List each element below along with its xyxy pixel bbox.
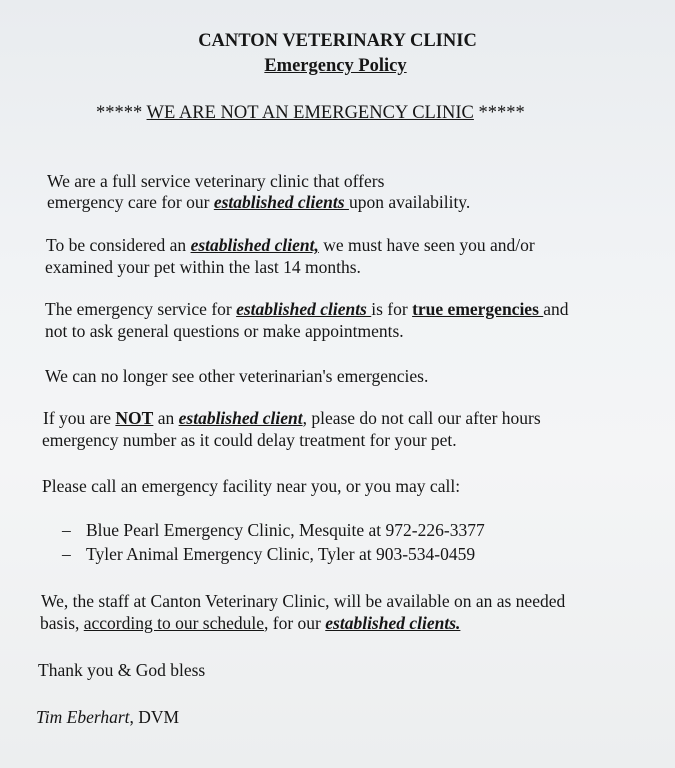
policy-title bbox=[0, 55, 673, 77]
p1-established-clients: established clients bbox=[213, 192, 349, 212]
p3-text-b: is for bbox=[371, 299, 413, 319]
p5-established-client: established client bbox=[178, 408, 303, 428]
notice-stars-right: ***** bbox=[478, 103, 525, 123]
p2-text-b: we must have seen you and/or bbox=[318, 235, 535, 255]
p2-text-a: To be considered an bbox=[46, 235, 191, 255]
p5-text-a: If you are bbox=[43, 408, 116, 428]
signature-name: Tim Eberhart bbox=[36, 707, 130, 727]
signature-line bbox=[36, 706, 179, 728]
policy-title-text: Emergency Policy bbox=[264, 56, 407, 76]
p3-line2: not to ask general questions or make appointments. bbox=[45, 321, 404, 341]
p2-established-client: established client, bbox=[190, 235, 319, 255]
clinic-name: CANTON VETERINARY CLINIC bbox=[198, 31, 477, 51]
p1-line1: We are a full service veterinary clinic that offers bbox=[47, 171, 385, 191]
p2-line2: examined your pet within the last 14 months. bbox=[45, 257, 361, 277]
notice-banner bbox=[96, 102, 525, 124]
closing-line: Thank you & God bless bbox=[38, 660, 206, 680]
p5-text-b: an bbox=[153, 408, 179, 428]
clinic-list-item bbox=[62, 519, 485, 541]
p5-text-c: , please do not call our after hours bbox=[302, 408, 541, 428]
p7-schedule: according to our schedule bbox=[83, 613, 265, 633]
p3-true-emergencies: true emergencies bbox=[412, 299, 544, 319]
p7-line2 bbox=[40, 612, 460, 634]
p5-line1 bbox=[43, 407, 541, 429]
clinic-tyler-animal: Tyler Animal Emergency Clinic, Tyler at 903-534-0459 bbox=[86, 544, 476, 564]
p1-text-b: upon availability. bbox=[348, 192, 471, 212]
p7-text-a: basis, bbox=[40, 613, 84, 633]
clinic-blue-pearl: Blue Pearl Emergency Clinic, Mesquite at 972-226-3377 bbox=[86, 520, 485, 540]
p3-established-clients: established clients bbox=[236, 299, 372, 319]
signature-credential: , DVM bbox=[129, 707, 180, 727]
p7-established-clients: established clients. bbox=[325, 613, 461, 633]
p3-text-a: The emergency service for bbox=[45, 299, 237, 319]
list-dash: – bbox=[62, 544, 71, 564]
p3-text-c: and bbox=[543, 299, 569, 319]
list-dash: – bbox=[62, 520, 71, 540]
notice-stars-left: ***** bbox=[96, 103, 143, 123]
p5-line2: emergency number as it could delay treatment for your pet. bbox=[42, 430, 457, 450]
notice-text: WE ARE NOT AN EMERGENCY CLINIC bbox=[146, 103, 474, 123]
p7-line1: We, the staff at Canton Veterinary Clinic, will be available on an as needed bbox=[41, 591, 566, 611]
clinic-list-item bbox=[62, 543, 475, 565]
p2-line1 bbox=[46, 234, 535, 256]
p4-line1: We can no longer see other veterinarian's emergencies. bbox=[45, 366, 429, 386]
p3-line1 bbox=[45, 298, 569, 320]
p6-line1: Please call an emergency facility near you, or you may call: bbox=[42, 476, 461, 496]
p1-text-a: emergency care for our bbox=[47, 192, 214, 212]
p5-not: NOT bbox=[115, 408, 154, 428]
p7-text-b: , for our bbox=[264, 613, 326, 633]
p1-line2 bbox=[47, 191, 470, 213]
